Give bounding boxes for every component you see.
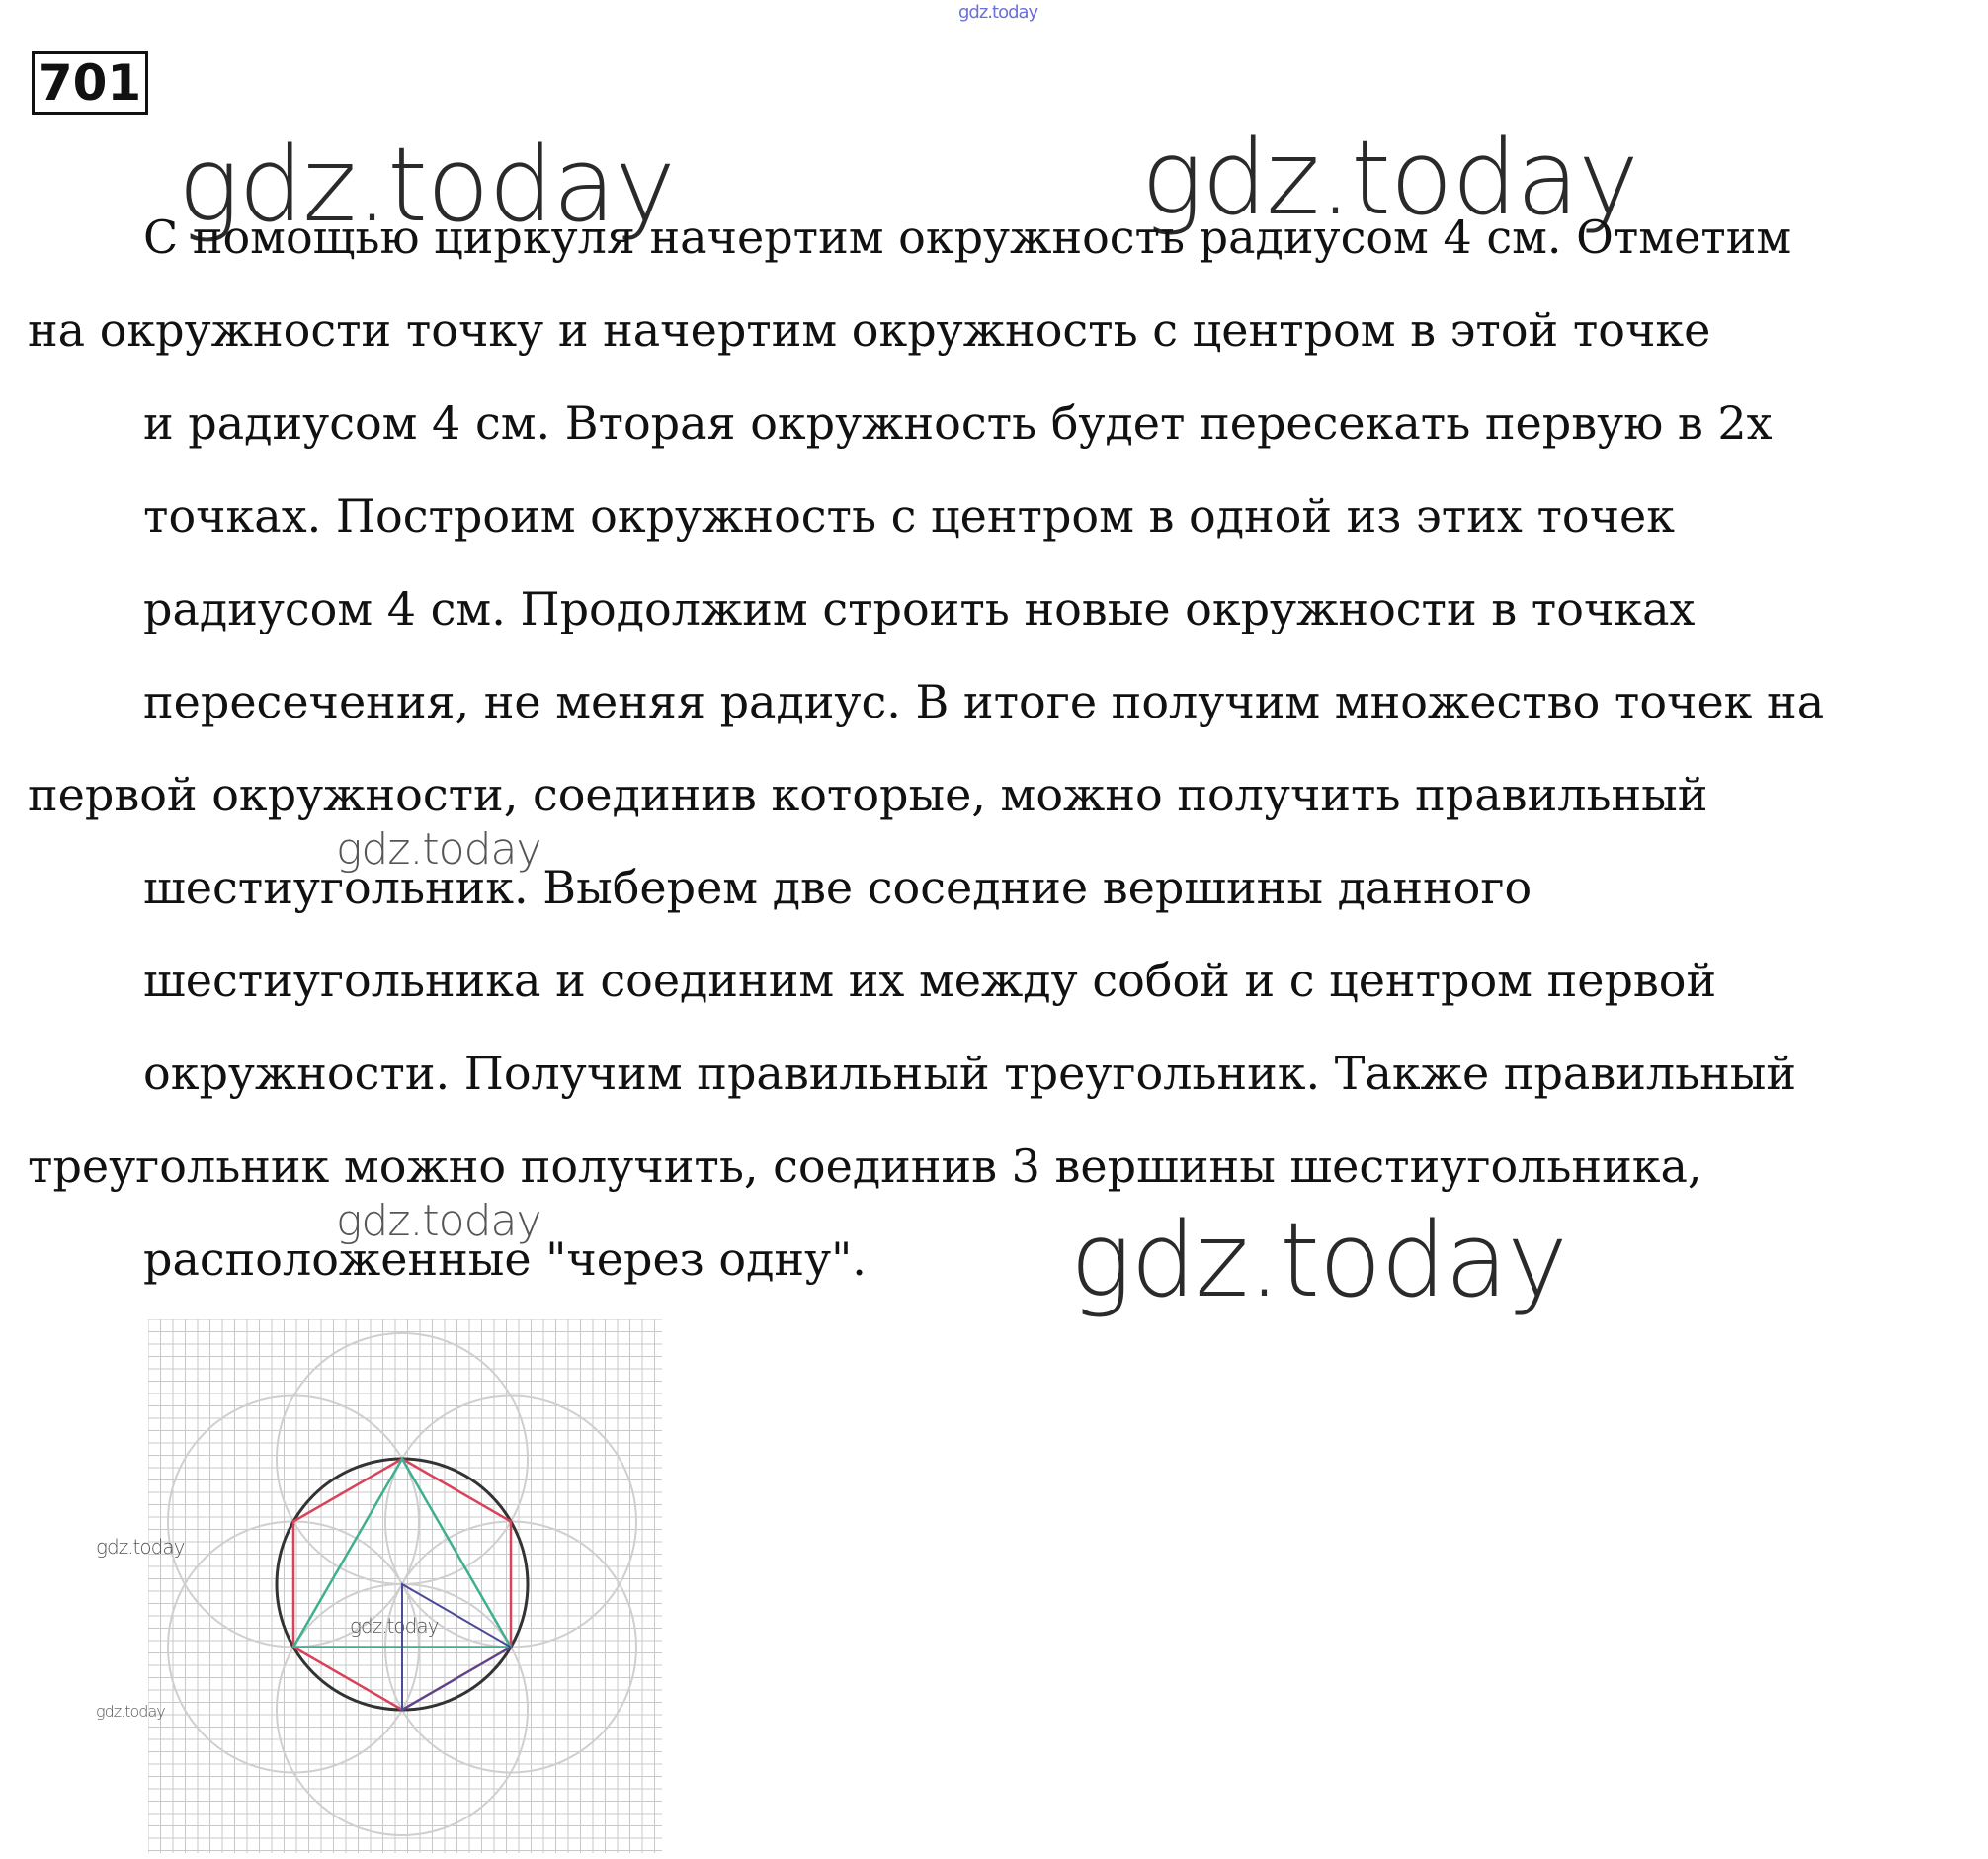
watermark: gdz.today: [178, 125, 675, 245]
task-number: 701: [32, 51, 148, 115]
text-line-6: пересечения, не меняя радиус. В итоге получим множество точек на: [143, 675, 1825, 728]
watermark: gdz.today: [336, 824, 541, 875]
watermark: gdz.today: [1141, 118, 1638, 238]
figure-watermark: gdz.today: [96, 1702, 165, 1721]
text-line-3: и радиусом 4 см. Вторая окружность будет пересекать первую в 2х: [143, 396, 1773, 450]
text-line-9: шестиугольника и соединим их между собой и с центром первой: [143, 954, 1717, 1007]
text-line-11: треугольник можно получить, соединив 3 вершины шестиугольника,: [28, 1140, 1702, 1193]
text-line-5: радиусом 4 см. Продолжим строить новые окружности в точках: [143, 582, 1696, 635]
watermark: gdz.today: [336, 1196, 541, 1246]
text-line-1: С помощью циркуля начертим окружность радиусом 4 см. Отметим: [143, 211, 1792, 264]
text-line-2: на окружности точку и начертим окружность с центром в этой точке: [28, 303, 1711, 357]
figure-watermark: gdz.today: [96, 1535, 185, 1559]
text-line-8: шестиугольник. Выберем две соседние вершины данного: [143, 861, 1532, 914]
watermark: gdz.today: [1070, 1200, 1567, 1320]
figure-watermark: gdz.today: [350, 1614, 439, 1638]
top-watermark: gdz.today: [958, 2, 1038, 23]
text-line-4: точках. Построим окружность с центром в одной из этих точек: [143, 489, 1675, 543]
text-line-12: расположенные "через одну".: [143, 1232, 867, 1286]
text-line-10: окружности. Получим правильный треугольник. Также правильный: [143, 1047, 1797, 1100]
text-line-7: первой окружности, соединив которые, можно получить правильный: [28, 768, 1708, 821]
construction-figure: [148, 1319, 662, 1853]
